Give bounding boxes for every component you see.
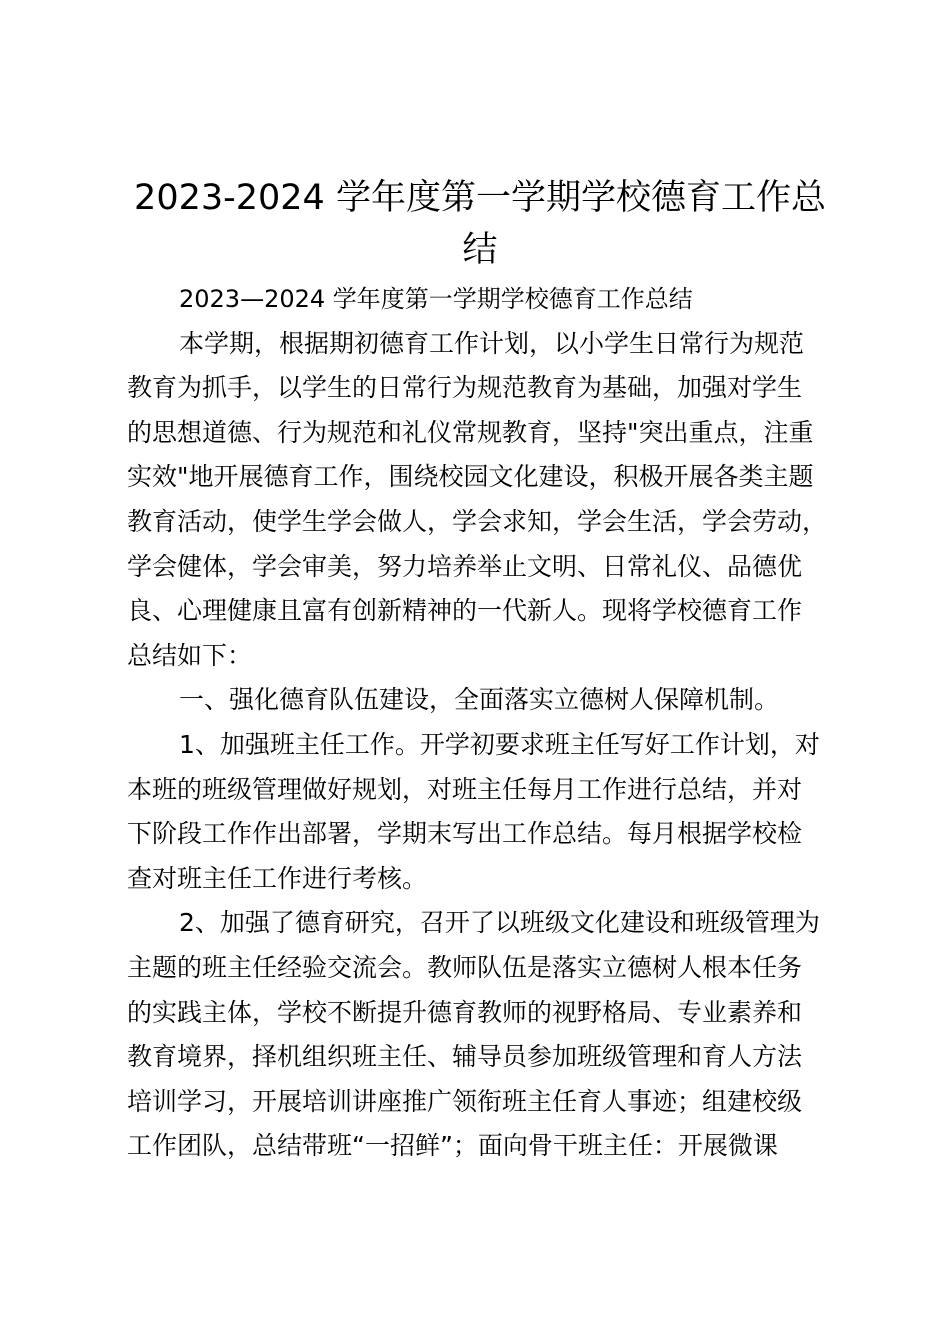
paragraph-line: 查对班主任工作进行考核。: [127, 863, 428, 893]
paragraph-line: 工作团队，总结带班“一招鲜”；面向骨干班主任：开展微课: [127, 1131, 778, 1161]
paragraph-line: 2、加强了德育研究，召开了以班级文化建设和班级管理为: [179, 908, 820, 938]
paragraph-line: 良、心理健康且富有创新精神的一代新人。现将学校德育工作: [127, 596, 803, 626]
title-line-2: 结: [462, 230, 498, 270]
paragraph-line: 教育境界，择机组织班主任、辅导员参加班级管理和育人方法: [127, 1042, 803, 1072]
paragraph-line: 教育活动，使学生学会做人，学会求知，学会生活，学会劳动，: [127, 506, 828, 536]
paragraph-line: 本班的班级管理做好规划，对班主任每月工作进行总结，并对: [127, 774, 803, 804]
paragraph-line: 实效"地开展德育工作，围绕校园文化建设，积极开展各类主题: [127, 462, 814, 492]
document-body: [127, 277, 837, 1169]
paragraph-line: 主题的班主任经验交流会。教师队伍是落实立德树人根本任务: [127, 952, 803, 982]
paragraph-line: 本学期，根据期初德育工作计划，以小学生日常行为规范: [179, 328, 805, 358]
section-heading: 一、强化德育队伍建设，全面落实立德树人保障机制。: [179, 685, 780, 715]
paragraph-line: 的思想道德、行为规范和礼仪常规教育，坚持"突出重点，注重: [127, 417, 814, 447]
document-title: [110, 172, 850, 276]
title-line-1: 2023-2024 学年度第一学期学校德育工作总: [134, 178, 826, 218]
paragraph-line: 培训学习，开展培训讲座推广领衔班主任育人事迹；组建校级: [127, 1086, 803, 1116]
paragraph-line: 总结如下：: [127, 640, 253, 670]
paragraph-line: 的实践主体，学校不断提升德育教师的视野格局、专业素养和: [127, 997, 803, 1027]
paragraph-line: 下阶段工作作出部署，学期末写出工作总结。每月根据学校检: [127, 819, 803, 849]
paragraph-line: 教育为抓手，以学生的日常行为规范教育为基础，加强对学生: [127, 373, 803, 403]
paragraph-line: 1、加强班主任工作。开学初要求班主任写好工作计划，对: [179, 729, 820, 759]
paragraph-line: 学会健体，学会审美，努力培养举止文明、日常礼仪、品德优: [127, 551, 803, 581]
subtitle-line: 2023—2024 学年度第一学期学校德育工作总结: [179, 285, 693, 313]
